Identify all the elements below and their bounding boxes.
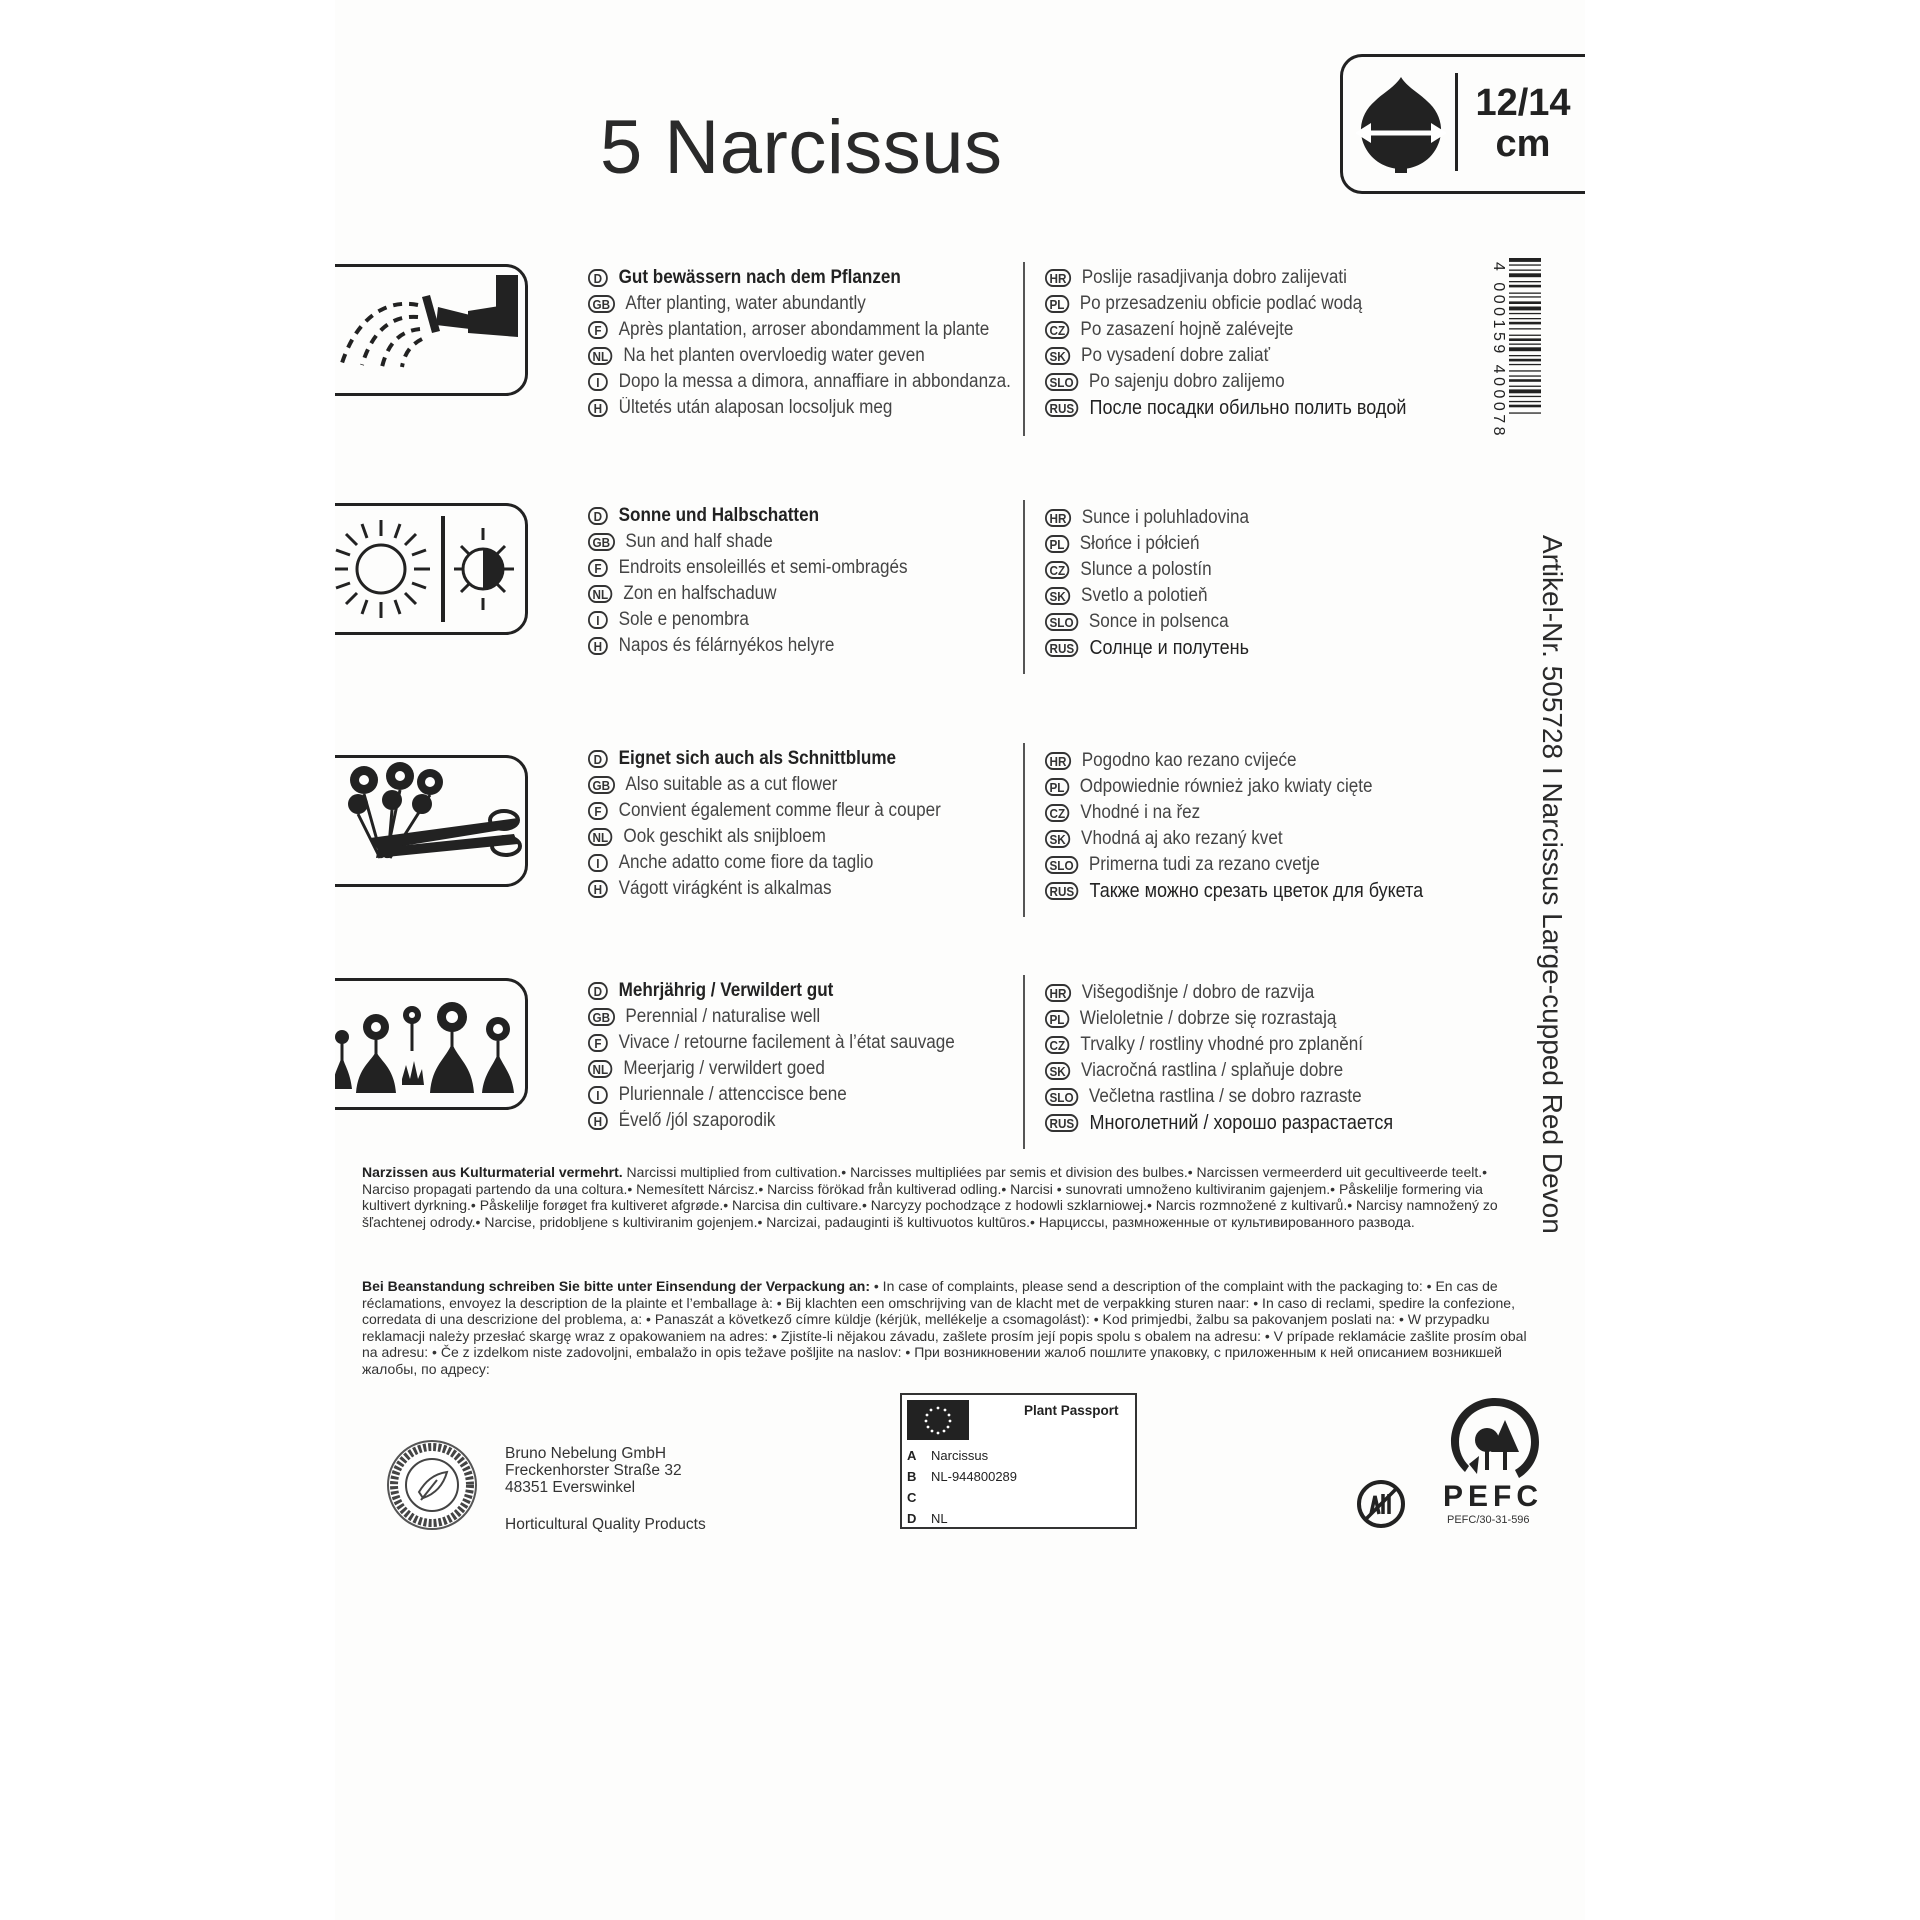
instruction-text: Sunce i poluhladovina: [1081, 507, 1250, 528]
passport-key: B: [907, 1469, 917, 1484]
instruction-text: Sun and half shade: [625, 531, 773, 552]
eu-flag-icon: [907, 1400, 969, 1440]
instruction-text: Dopo la messa a dimora, annaffiare in abbondanza.: [618, 371, 1011, 392]
bulb-size-unit: cm: [1495, 123, 1551, 165]
instruction-text: Primerna tudi za rezano cvetje: [1088, 854, 1320, 875]
plant-passport: [900, 1393, 1137, 1529]
language-badge: D: [588, 507, 608, 525]
language-badge: SLO: [1045, 1088, 1078, 1106]
instruction-text: Ültetés után alaposan locsoljuk meg: [618, 397, 893, 418]
language-badge: D: [588, 750, 608, 768]
passport-value: Narcissus: [931, 1448, 989, 1463]
section-2-left: [588, 503, 943, 659]
passport-key: C: [907, 1490, 917, 1505]
instruction-row: [588, 850, 941, 876]
instruction-row: [1045, 369, 1406, 395]
instruction-row: [588, 1030, 955, 1056]
language-badge: F: [588, 321, 608, 339]
instruction-text: Eignet sich auch als Schnittblume: [618, 748, 897, 769]
instruction-row: [1045, 1032, 1393, 1058]
pefc-code: PEFC/30-31-596: [1447, 1514, 1530, 1526]
bulb-size-box: [1340, 54, 1585, 194]
language-badge: F: [588, 1034, 608, 1052]
instruction-text: Vhodné i na řez: [1080, 802, 1201, 823]
instruction-row: [588, 317, 1011, 343]
barcode-number: [1485, 262, 1509, 482]
instruction-row: [588, 395, 1011, 421]
language-badge: I: [588, 1086, 608, 1104]
instruction-row: [588, 772, 941, 798]
instruction-text: Sole e penombra: [618, 609, 749, 630]
language-badge: CZ: [1045, 804, 1070, 822]
package-back-label: [335, 0, 1585, 1920]
instruction-text: Višegodišnje / dobro de razvija: [1081, 982, 1315, 1003]
instruction-row: [588, 607, 908, 633]
instruction-text: Vágott virágként is alkalmas: [618, 878, 832, 899]
language-badge: GB: [588, 533, 615, 551]
language-badge: HR: [1045, 509, 1071, 527]
company-address: [505, 1445, 706, 1533]
instruction-row: [1045, 1058, 1393, 1084]
instruction-row: [588, 746, 941, 772]
column-divider: [1023, 262, 1025, 436]
instruction-text: Also suitable as a cut flower: [625, 774, 838, 795]
language-badge: SLO: [1045, 856, 1078, 874]
passport-key: A: [907, 1448, 917, 1463]
instruction-row: [1045, 609, 1249, 635]
language-badge: H: [588, 399, 608, 417]
language-badge: H: [588, 1112, 608, 1130]
complaints-note: [362, 1278, 1532, 1377]
instruction-row: [588, 1082, 955, 1108]
barcode-digits: 4 000159 400078: [1490, 262, 1507, 440]
instruction-text: Convient également comme fleur à couper: [618, 800, 941, 821]
cultivation-note: [362, 1164, 1532, 1230]
language-badge: NL: [588, 585, 613, 603]
instruction-text: Na het planten overvloedig water geven: [623, 345, 925, 366]
instruction-text: Pluriennale / attenccisce bene: [618, 1084, 847, 1105]
bulb-size-value: 12/14: [1475, 82, 1571, 124]
company-street: Freckenhorster Straße 32: [505, 1462, 682, 1479]
instruction-row: [1045, 1084, 1393, 1110]
instruction-row: [588, 369, 1011, 395]
instruction-row: [1045, 1006, 1393, 1032]
language-badge: SK: [1045, 587, 1070, 605]
instruction-row: [588, 581, 908, 607]
instruction-row: [1045, 980, 1393, 1006]
instruction-row: [588, 265, 1011, 291]
language-badge: NL: [588, 347, 613, 365]
section-3-right: [1045, 748, 1465, 904]
section-4-left: [588, 978, 996, 1134]
complaints-lead: Bei Beanstandung schreiben Sie bitte unter Einsendung der Verpackung an:: [362, 1278, 870, 1294]
instruction-text: Odpowiednie również jako kwiaty cięte: [1079, 776, 1373, 797]
language-badge: PL: [1045, 1010, 1069, 1028]
instruction-row: [1045, 635, 1249, 661]
instruction-text: Słońce i półcień: [1079, 533, 1200, 554]
language-badge: I: [588, 854, 608, 872]
passport-value: NL-944800289: [931, 1469, 1018, 1484]
instruction-row: [1045, 583, 1249, 609]
language-badge: HR: [1045, 752, 1071, 770]
pefc-label: PEFC: [1443, 1480, 1544, 1513]
instruction-text: Wieloletnie / dobrze się rozrastają: [1079, 1008, 1337, 1029]
instruction-row: [1045, 557, 1249, 583]
language-badge: SLO: [1045, 613, 1078, 631]
instruction-row: [588, 1056, 955, 1082]
instruction-row: [588, 1004, 955, 1030]
instruction-text: Vhodná aj ako rezaný kvet: [1081, 828, 1283, 849]
language-badge: F: [588, 802, 608, 820]
passport-row: [907, 1445, 1127, 1466]
instruction-text: Meerjarig / verwildert goed: [623, 1058, 825, 1079]
passport-key: D: [907, 1511, 917, 1526]
instruction-text: Po sajenju dobro zalijemo: [1088, 371, 1285, 392]
watering-can-icon: [335, 267, 525, 393]
instruction-text: Slunce a polostín: [1080, 559, 1212, 580]
language-badge: GB: [588, 295, 615, 313]
instruction-text: Endroits ensoleillés et semi-ombragés: [618, 557, 908, 578]
instruction-row: [1045, 343, 1406, 369]
plant-passport-title: Plant Passport: [1024, 1403, 1119, 1418]
instruction-row: [588, 978, 955, 1004]
instruction-text: Po vysadení dobre zaliať: [1081, 345, 1270, 366]
column-divider: [1023, 743, 1025, 917]
perennial-flowers-icon: [335, 981, 525, 1107]
instruction-text: Pogodno kao rezano cvijeće: [1081, 750, 1297, 771]
instruction-row: [588, 798, 941, 824]
language-badge: H: [588, 637, 608, 655]
passport-row: [907, 1466, 1127, 1487]
instruction-text: Po zasazení hojně zalévejte: [1080, 319, 1294, 340]
instruction-row: [588, 824, 941, 850]
instruction-text: Po przesadzeniu obficie podlać wodą: [1079, 293, 1363, 314]
company-tagline: Horticultural Quality Products: [505, 1516, 706, 1533]
instruction-row: [1045, 317, 1406, 343]
instruction-text: Perennial / naturalise well: [625, 1006, 821, 1027]
instruction-text: Trvalky / rostliny vhodné pro zplanění: [1080, 1034, 1364, 1055]
language-badge: GB: [588, 776, 615, 794]
instruction-text: После посадки обильно полить водой: [1089, 396, 1407, 419]
language-badge: PL: [1045, 535, 1069, 553]
sun-icon-box: [335, 503, 528, 635]
instruction-text: Večletna rastlina / se dobro razraste: [1088, 1086, 1362, 1107]
instruction-text: Viacročná rastlina / splaňuje dobre: [1081, 1060, 1344, 1081]
instruction-row: [588, 1108, 955, 1134]
bulb-size-icon: [1349, 71, 1453, 175]
language-badge: RUS: [1045, 882, 1079, 900]
instruction-row: [1045, 395, 1406, 421]
language-badge: CZ: [1045, 321, 1070, 339]
bulb-size-label: [1463, 83, 1583, 165]
instruction-row: [588, 291, 1011, 317]
company-name: Bruno Nebelung GmbH: [505, 1445, 667, 1462]
instruction-text: Также можно срезать цветок для букета: [1089, 879, 1424, 902]
complaints-text: • In case of complaints, please send a description of the complaint with the packaging to: • En cas de réclamations, envoyez la description de la plainte et l’emballage à: • Bij klachten een omschrijving van de klacht met de verpakking sturen naar: • In caso di reclami, spedire la confezione, corredata di una descrizione del problema, a: • Panaszát a következő címre küldje (kérjük, mellékelje a csomagolást): • Kod primjedbi, žalbu sa pakovanjem poslati na: • W przypadku reklamacji należy przesłać skargę wraz z opakowaniem na adres: • Zjistíte-li nějakou závadu, zašlete prosím její popis spolu s obalem na adresu: • V prípade reklamácie zašlite prosím obal na adresu: • Če z izdelkom niste zadovoljni, embalažo in opis težave pošljite na naslov: • При возникновении жалоб пошлите упаковку, с приложенным к ней описанием возникшей жалобы, по адресу:: [362, 1278, 1527, 1377]
instruction-text: Ook geschikt als snijbloem: [623, 826, 826, 847]
cutflower-icon-box: [335, 755, 528, 887]
language-badge: NL: [588, 1060, 613, 1078]
language-badge: RUS: [1045, 399, 1079, 417]
instruction-row: [1045, 774, 1423, 800]
article-number: Artikel-Nr. 505728 I Narcissus Large-cupped Red Devon: [1537, 535, 1568, 1234]
language-badge: SK: [1045, 830, 1070, 848]
instruction-text: Mehrjährig / Verwildert gut: [618, 980, 834, 1001]
section-1-left: [588, 265, 1058, 421]
instruction-text: Anche adatto come fiore da taglio: [618, 852, 874, 873]
instruction-row: [1045, 265, 1406, 291]
column-divider: [1023, 500, 1025, 674]
instruction-row: [588, 633, 908, 659]
language-badge: SK: [1045, 1062, 1070, 1080]
language-badge: F: [588, 559, 608, 577]
language-badge: H: [588, 880, 608, 898]
language-badge: D: [588, 269, 608, 287]
language-badge: HR: [1045, 269, 1071, 287]
passport-value: NL: [931, 1511, 948, 1526]
size-divider: [1455, 73, 1458, 171]
instruction-row: [1045, 291, 1406, 317]
language-badge: D: [588, 982, 608, 1000]
instruction-text: Многолетний / хорошо разрастается: [1089, 1111, 1394, 1134]
instruction-text: Gut bewässern nach dem Pflanzen: [618, 267, 901, 288]
section-2-right: [1045, 505, 1272, 661]
instruction-text: Svetlo a polotieň: [1081, 585, 1208, 606]
language-badge: RUS: [1045, 1114, 1079, 1132]
instruction-text: After planting, water abundantly: [625, 293, 866, 314]
instruction-row: [1045, 852, 1423, 878]
cultivation-lead: Narzissen aus Kulturmaterial vermehrt.: [362, 1164, 623, 1180]
instruction-text: Napos és félárnyékos helyre: [618, 635, 835, 656]
instruction-text: Évelő /jól szaporodik: [618, 1110, 776, 1131]
instruction-row: [1045, 1110, 1393, 1136]
instruction-row: [1045, 505, 1249, 531]
company-city: 48351 Everswinkel: [505, 1479, 636, 1496]
language-badge: PL: [1045, 295, 1069, 313]
instruction-text: Après plantation, arroser abondamment la plante: [618, 319, 990, 340]
section-4-right: [1045, 980, 1432, 1136]
instruction-text: Sonne und Halbschatten: [618, 505, 820, 526]
section-1-right: [1045, 265, 1447, 421]
instruction-text: Солнце и полутень: [1089, 636, 1249, 659]
recycling-icon: [1355, 1478, 1407, 1530]
sun-half-shade-icon: [335, 506, 525, 632]
language-badge: I: [588, 373, 608, 391]
instruction-row: [1045, 748, 1423, 774]
perennial-icon-box: [335, 978, 528, 1110]
product-title: 5 Narcissus: [600, 105, 1003, 190]
language-badge: GB: [588, 1008, 615, 1026]
language-badge: SLO: [1045, 373, 1078, 391]
instruction-row: [588, 343, 1011, 369]
language-badge: NL: [588, 828, 613, 846]
cut-flower-scissors-icon: [335, 758, 525, 884]
passport-row: [907, 1508, 1127, 1529]
language-badge: RUS: [1045, 639, 1079, 657]
watering-icon-box: [335, 264, 528, 396]
section-3-left: [588, 746, 980, 902]
plant-passport-rows: [907, 1445, 1127, 1529]
instruction-row: [1045, 800, 1423, 826]
sustainable-supplier-seal-icon: [387, 1440, 477, 1530]
instruction-row: [588, 529, 908, 555]
instruction-row: [1045, 826, 1423, 852]
instruction-row: [1045, 531, 1249, 557]
instruction-text: Poslije rasadjivanja dobro zalijevati: [1081, 267, 1347, 288]
language-badge: PL: [1045, 778, 1069, 796]
instruction-row: [588, 555, 908, 581]
column-divider: [1023, 975, 1025, 1149]
language-badge: HR: [1045, 984, 1071, 1002]
instruction-row: [588, 503, 908, 529]
cultivation-text: Narcissi multiplied from cultivation.• Narcisses multipliées par semis et division des bulbes.• Narcissen vermeerderd uit gecultiveerde teelt.• Narciso propagati partendo da una coltura.• Nemesített Nárcisz.• Narciss förökad från kultiverad odling.• Narcisi • sunovrati umnoženo kultiviranim gajenjem.• Påskelilje formering via kultivert dyrkning.• Påskelilje forøget fra kultiveret afgrøde.• Narcisa din cultivare.• Narcyzy pochodzące z hodowli szklarniowej.• Narcis rozmnožené z kultivarů.• Narcisy namnožený zo šľachtenej odrody.• Narcise, pridobljene s kultiviranim gojenjem.• Narcizai, padauginti iš kultivuotos kultūros.• Нарциссы, размноженные от культивированного развода.: [362, 1164, 1498, 1230]
instruction-row: [588, 876, 941, 902]
language-badge: SK: [1045, 347, 1070, 365]
instruction-row: [1045, 878, 1423, 904]
language-badge: CZ: [1045, 1036, 1070, 1054]
instruction-text: Zon en halfschaduw: [623, 583, 777, 604]
passport-row: [907, 1487, 1127, 1508]
instruction-text: Vivace / retourne facilement à l’état sauvage: [618, 1032, 955, 1053]
language-badge: I: [588, 611, 608, 629]
instruction-text: Sonce in polsenca: [1088, 611, 1229, 632]
language-badge: CZ: [1045, 561, 1070, 579]
